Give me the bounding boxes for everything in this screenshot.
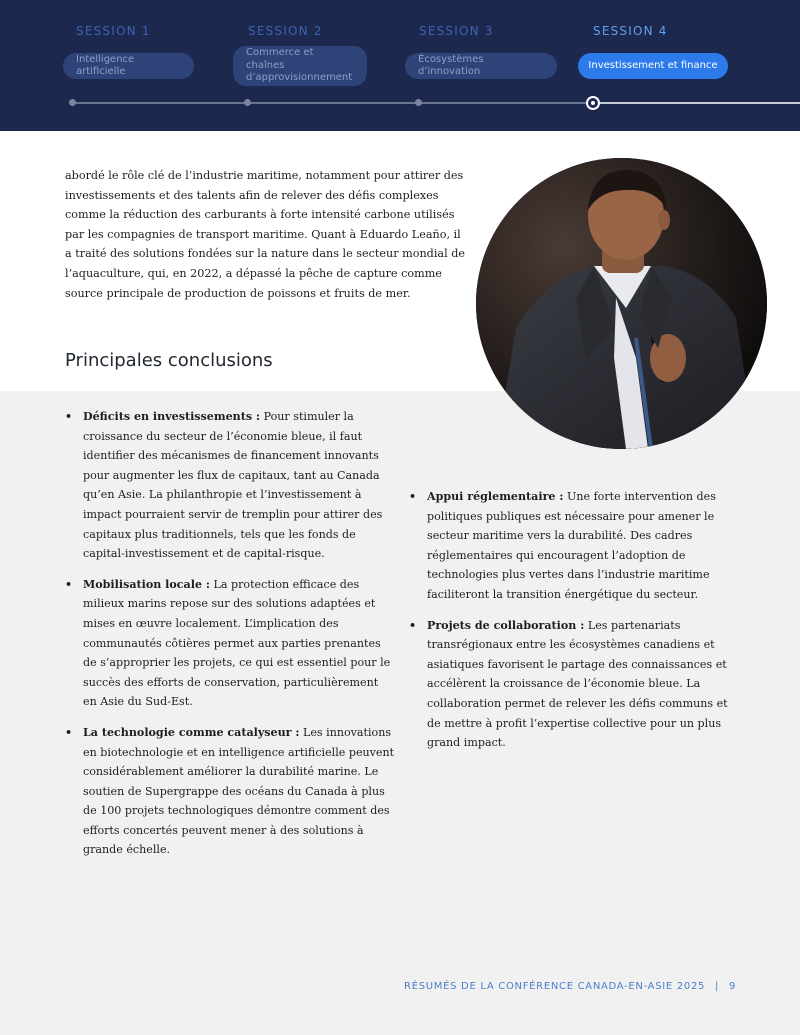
session-3-label: SESSION 3 [419, 24, 494, 38]
session-3-pill[interactable]: Écosystèmes d’innovation [405, 53, 557, 79]
footer-title: RÉSUMÉS DE LA CONFÉRENCE CANADA-EN-ASIE 2025 [404, 981, 706, 992]
list-item-text: Les partenariats transrégionaux entre les écosystèmes canadiens et asiatiques favorisent le partage des connaissances et accélèrent la croissance de l’économie bleue. La collaboration permet de relever les défis communs et de mettre à profit l’expertise collective pour un plus grand impact. [427, 618, 728, 750]
session-4-pill[interactable]: Investissement et finance [578, 53, 728, 79]
list-item-title: Déficits en investissements : [83, 410, 261, 423]
session-1-pill[interactable]: Intelligence artificielle [63, 53, 194, 79]
list-item-title: La technologie comme catalyseur : [83, 725, 300, 739]
list-item [65, 407, 395, 564]
list-item-text: La protection efficace des milieux marins repose sur des solutions adaptées et mises en œuvre localement. L’implication des communautés côtières permet aux parties prenantes de s’approprier les projets, ce qui est essentiel pour le succès des efforts de conservation, particulièrement en Asie du Sud-Est. [83, 577, 391, 709]
list-item-text: Pour stimuler la croissance du secteur de l’économie bleue, il faut identifier des mécanismes de financement innovants pour augmenter les flux de capitaux, tant au Canada qu’en Asie. La philanthropie et l’investissement à impact pourraient servir de tremplin pour attirer des capitaux plus traditionnels, tels que les fonds de capital-investissement et de capital-risque. [83, 410, 383, 561]
footer-separator: | [714, 981, 720, 992]
speaker-photo [476, 158, 767, 449]
timeline-track-active [593, 102, 800, 104]
list-item [409, 487, 741, 605]
list-item-text: Une forte intervention des politiques publiques est nécessaire pour amener le secteur maritime vers la durabilité. Des cadres réglementaires qui encouragent l’adoption de technologies plus vertes dans l’industrie maritime faciliteront la transition énergétique du secteur. [427, 490, 716, 601]
timeline-dot-1 [69, 99, 76, 106]
session-4-label: SESSION 4 [593, 24, 668, 38]
list-item [65, 575, 395, 712]
section-heading: Principales conclusions [65, 350, 273, 371]
bullet-icon: • [65, 410, 73, 423]
list-item-text: Les innovations en biotechnologie et en intelligence artificielle peuvent considérablement améliorer la durabilité marine. Le soutien de Supergrappe des océans du Canada à plus de 100 projets technologiques démontre comment des efforts concertés peuvent mener à des solutions à grande échelle. [83, 725, 395, 857]
list-item-title: Mobilisation locale : [83, 577, 210, 591]
page-number: 9 [728, 981, 736, 992]
list-item [65, 723, 395, 860]
bullet-icon: • [65, 725, 73, 739]
list-item [409, 616, 741, 753]
timeline-dot-3 [415, 99, 422, 106]
session-2-label: SESSION 2 [248, 24, 323, 38]
session-2-pill[interactable]: Commerce et chaînes d’approvisionnement [233, 46, 367, 86]
bullet-icon: • [65, 577, 73, 591]
list-item-title: Projets de collaboration : [427, 618, 585, 632]
bullet-icon: • [409, 490, 417, 503]
page-footer [404, 981, 736, 992]
list-item-title: Appui réglementaire : [427, 490, 564, 503]
conclusions-right-list [409, 487, 741, 753]
timeline-dot-2 [244, 99, 251, 106]
intro-paragraph: abordé le rôle clé de l’industrie maritime, notamment pour attirer des investissements et des talents afin de relever des défis complexes comme la réduction des carburants à forte intensité carbone utilisés par les compagnies de transport maritime. Quant à Eduardo Leaño, il a traité des solutions fondées sur la nature dans le secteur mondial de l’aquaculture, qui, en 2022, a dépassé la pêche de capture comme source principale de production de poissons et fruits de mer. [65, 169, 465, 300]
bullet-icon: • [409, 618, 417, 632]
session-nav-header [0, 0, 800, 131]
session-1-label: SESSION 1 [76, 24, 151, 38]
conclusions-left-list [65, 407, 395, 860]
timeline-dot-active [586, 96, 600, 110]
